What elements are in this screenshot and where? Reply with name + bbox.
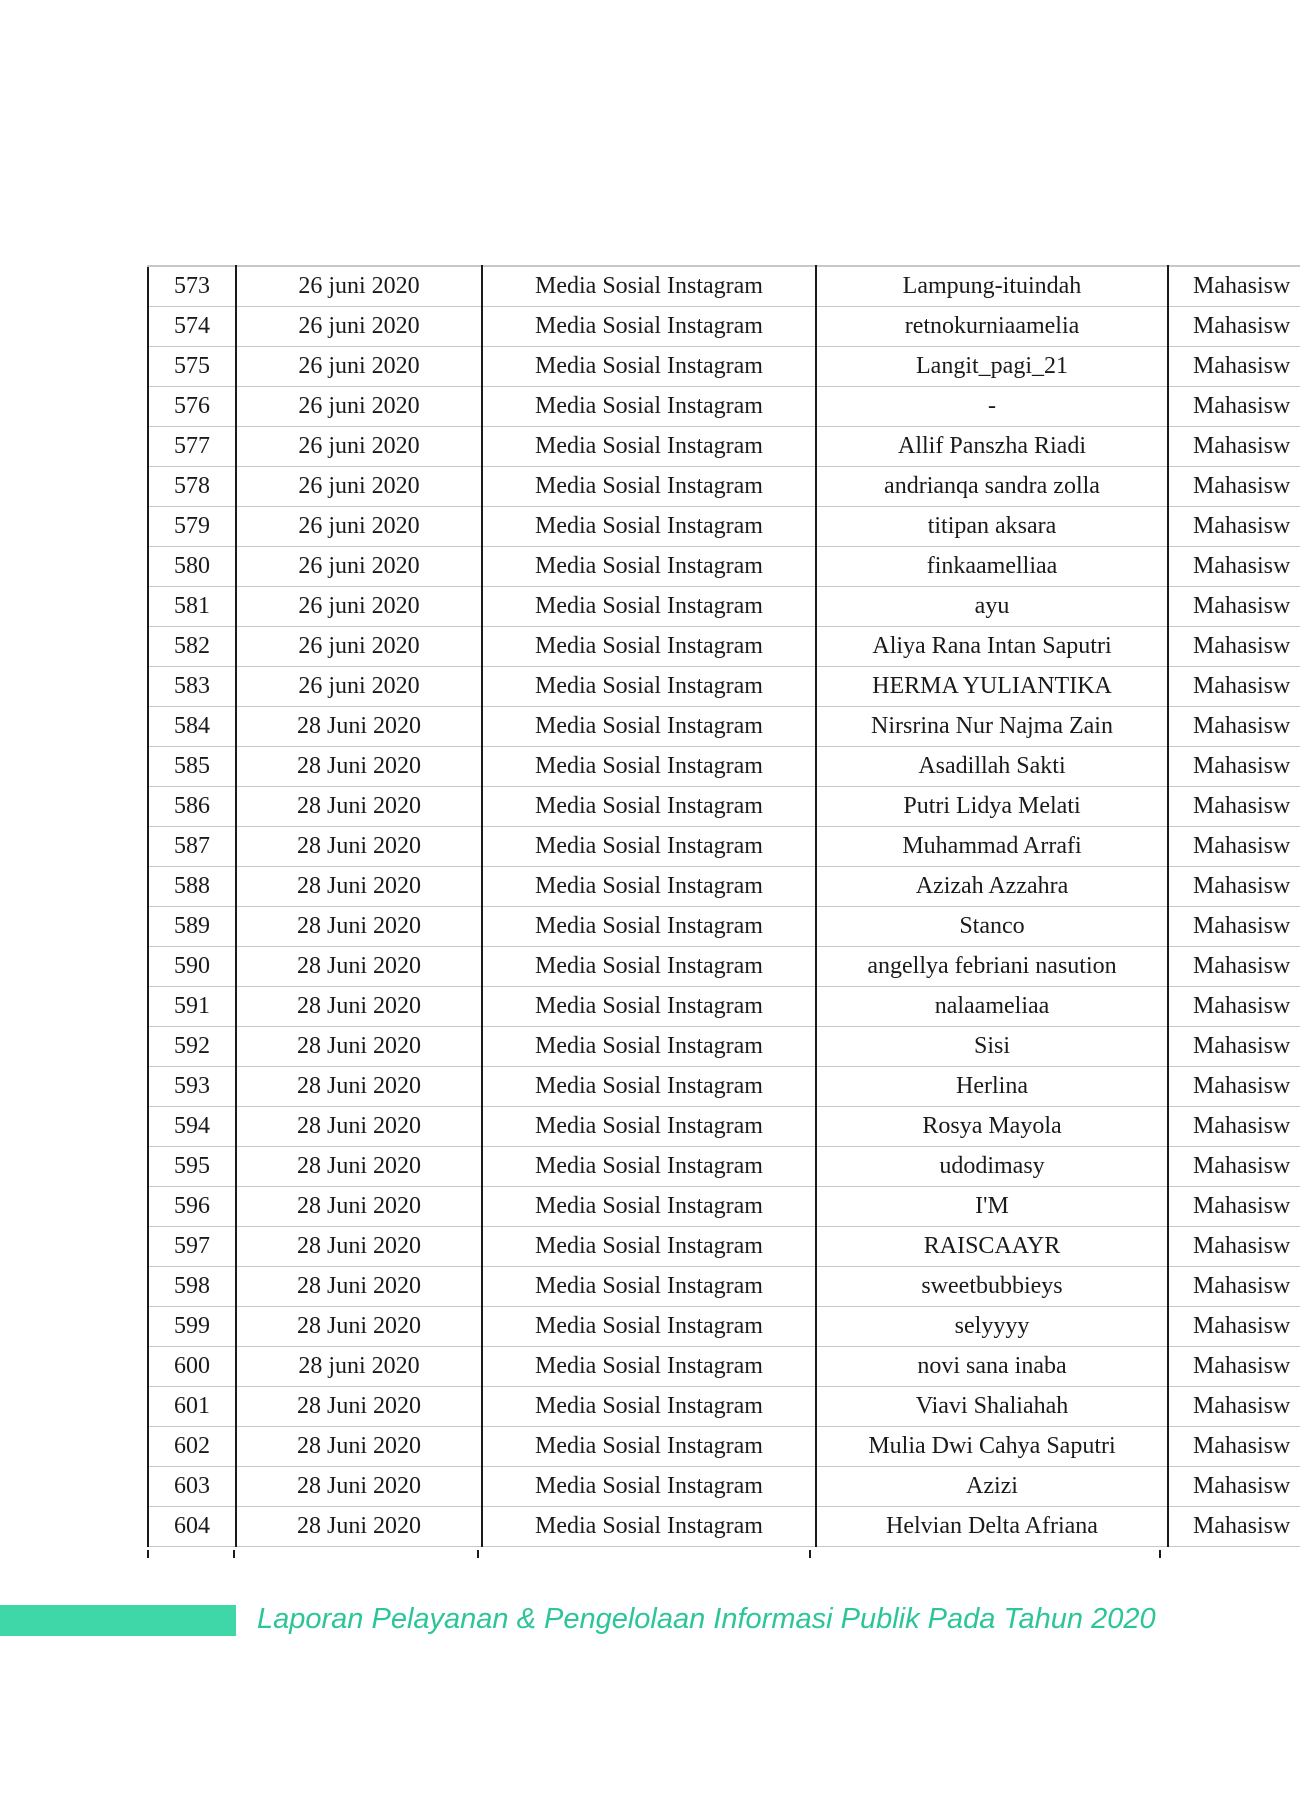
cell-status: Mahasisw (1168, 587, 1300, 627)
table-row (148, 1027, 1300, 1067)
cell-status: Mahasisw (1168, 827, 1300, 867)
table-row (148, 1387, 1300, 1427)
table-row (148, 1307, 1300, 1347)
table-row (148, 1347, 1300, 1387)
table-row (148, 667, 1300, 707)
cell-status: Mahasisw (1168, 547, 1300, 587)
cell-number: 584 (148, 707, 236, 747)
table-row (148, 787, 1300, 827)
cell-date: 28 Juni 2020 (236, 907, 482, 947)
cell-requester-name: Sisi (816, 1027, 1168, 1067)
cell-requester-name: finkaamelliaa (816, 547, 1168, 587)
cell-requester-name: Azizi (816, 1467, 1168, 1507)
cell-number: 578 (148, 467, 236, 507)
table-row (148, 387, 1300, 427)
cell-status: Mahasisw (1168, 467, 1300, 507)
cell-status: Mahasisw (1168, 266, 1300, 307)
cell-date: 26 juni 2020 (236, 667, 482, 707)
request-table-body (148, 266, 1300, 1547)
cell-number: 601 (148, 1387, 236, 1427)
cell-status: Mahasisw (1168, 1267, 1300, 1307)
cell-date: 26 juni 2020 (236, 427, 482, 467)
cell-status: Mahasisw (1168, 1387, 1300, 1427)
cell-date: 26 juni 2020 (236, 587, 482, 627)
cell-status: Mahasisw (1168, 1067, 1300, 1107)
cell-requester-name: Aliya Rana Intan Saputri (816, 627, 1168, 667)
cell-number: 580 (148, 547, 236, 587)
cell-status: Mahasisw (1168, 747, 1300, 787)
cell-media: Media Sosial Instagram (482, 307, 816, 347)
cell-date: 28 Juni 2020 (236, 1307, 482, 1347)
cell-number: 603 (148, 1467, 236, 1507)
cell-date: 28 Juni 2020 (236, 1227, 482, 1267)
table-row (148, 347, 1300, 387)
cell-date: 26 juni 2020 (236, 347, 482, 387)
cell-status: Mahasisw (1168, 507, 1300, 547)
cell-media: Media Sosial Instagram (482, 427, 816, 467)
footer-report-title: Laporan Pelayanan & Pengelolaan Informasi Publik Pada Tahun 2020 (257, 1603, 1156, 1635)
cell-requester-name: Azizah Azzahra (816, 867, 1168, 907)
cell-number: 598 (148, 1267, 236, 1307)
cell-date: 28 juni 2020 (236, 1347, 482, 1387)
column-divider (147, 1550, 149, 1558)
cell-requester-name: Herlina (816, 1067, 1168, 1107)
cell-requester-name: HERMA YULIANTIKA (816, 667, 1168, 707)
cell-media: Media Sosial Instagram (482, 787, 816, 827)
cell-number: 595 (148, 1147, 236, 1187)
table-row (148, 867, 1300, 907)
cell-number: 588 (148, 867, 236, 907)
cell-requester-name: Stanco (816, 907, 1168, 947)
table-row (148, 1147, 1300, 1187)
cell-number: 592 (148, 1027, 236, 1067)
cell-date: 28 Juni 2020 (236, 1467, 482, 1507)
footer-accent-bar (0, 1605, 236, 1636)
cell-media: Media Sosial Instagram (482, 987, 816, 1027)
cell-number: 579 (148, 507, 236, 547)
cell-date: 28 Juni 2020 (236, 1387, 482, 1427)
cell-media: Media Sosial Instagram (482, 1507, 816, 1547)
cell-requester-name: titipan aksara (816, 507, 1168, 547)
cell-number: 581 (148, 587, 236, 627)
cell-date: 28 Juni 2020 (236, 707, 482, 747)
table-row (148, 427, 1300, 467)
cell-media: Media Sosial Instagram (482, 467, 816, 507)
cell-status: Mahasisw (1168, 1347, 1300, 1387)
cell-date: 26 juni 2020 (236, 266, 482, 307)
cell-media: Media Sosial Instagram (482, 266, 816, 307)
cell-date: 26 juni 2020 (236, 547, 482, 587)
table-row (148, 627, 1300, 667)
cell-status: Mahasisw (1168, 707, 1300, 747)
cell-number: 600 (148, 1347, 236, 1387)
cell-requester-name: RAISCAAYR (816, 1227, 1168, 1267)
cell-requester-name: Putri Lidya Melati (816, 787, 1168, 827)
cell-media: Media Sosial Instagram (482, 507, 816, 547)
cell-number: 589 (148, 907, 236, 947)
cell-media: Media Sosial Instagram (482, 867, 816, 907)
table-row (148, 907, 1300, 947)
cell-status: Mahasisw (1168, 667, 1300, 707)
cell-status: Mahasisw (1168, 907, 1300, 947)
cell-number: 591 (148, 987, 236, 1027)
cell-date: 28 Juni 2020 (236, 1027, 482, 1067)
cell-media: Media Sosial Instagram (482, 627, 816, 667)
cell-date: 28 Juni 2020 (236, 787, 482, 827)
cell-status: Mahasisw (1168, 1027, 1300, 1067)
cell-status: Mahasisw (1168, 627, 1300, 667)
cell-media: Media Sosial Instagram (482, 1347, 816, 1387)
cell-media: Media Sosial Instagram (482, 747, 816, 787)
table-row (148, 1107, 1300, 1147)
cell-media: Media Sosial Instagram (482, 587, 816, 627)
cell-media: Media Sosial Instagram (482, 1067, 816, 1107)
column-divider (1159, 1550, 1161, 1558)
cell-requester-name: Rosya Mayola (816, 1107, 1168, 1147)
table-row (148, 1467, 1300, 1507)
cell-media: Media Sosial Instagram (482, 387, 816, 427)
cell-status: Mahasisw (1168, 1227, 1300, 1267)
cell-media: Media Sosial Instagram (482, 707, 816, 747)
request-table (147, 265, 1300, 1547)
cell-requester-name: angellya febriani nasution (816, 947, 1168, 987)
column-divider (477, 1550, 479, 1558)
cell-number: 597 (148, 1227, 236, 1267)
table-row (148, 266, 1300, 307)
cell-number: 586 (148, 787, 236, 827)
cell-media: Media Sosial Instagram (482, 1187, 816, 1227)
cell-requester-name: Langit_pagi_21 (816, 347, 1168, 387)
cell-number: 576 (148, 387, 236, 427)
cell-number: 573 (148, 266, 236, 307)
table-row (148, 987, 1300, 1027)
cell-date: 28 Juni 2020 (236, 827, 482, 867)
cell-number: 574 (148, 307, 236, 347)
column-divider (809, 1550, 811, 1558)
cell-requester-name: Muhammad Arrafi (816, 827, 1168, 867)
table-row (148, 507, 1300, 547)
cell-media: Media Sosial Instagram (482, 1147, 816, 1187)
table-row (148, 947, 1300, 987)
cell-media: Media Sosial Instagram (482, 547, 816, 587)
cell-requester-name: Nirsrina Nur Najma Zain (816, 707, 1168, 747)
cell-status: Mahasisw (1168, 427, 1300, 467)
cell-date: 28 Juni 2020 (236, 867, 482, 907)
cell-requester-name: - (816, 387, 1168, 427)
table-row (148, 827, 1300, 867)
cell-media: Media Sosial Instagram (482, 1307, 816, 1347)
cell-requester-name: I'M (816, 1187, 1168, 1227)
cell-status: Mahasisw (1168, 1507, 1300, 1547)
cell-date: 26 juni 2020 (236, 467, 482, 507)
table-continuation-lines (147, 1550, 1300, 1558)
cell-requester-name: udodimasy (816, 1147, 1168, 1187)
cell-media: Media Sosial Instagram (482, 667, 816, 707)
cell-number: 596 (148, 1187, 236, 1227)
cell-number: 604 (148, 1507, 236, 1547)
table-row (148, 707, 1300, 747)
cell-media: Media Sosial Instagram (482, 1227, 816, 1267)
cell-media: Media Sosial Instagram (482, 1027, 816, 1067)
cell-date: 28 Juni 2020 (236, 1507, 482, 1547)
table-row (148, 1227, 1300, 1267)
cell-status: Mahasisw (1168, 307, 1300, 347)
cell-date: 28 Juni 2020 (236, 1427, 482, 1467)
cell-media: Media Sosial Instagram (482, 1427, 816, 1467)
cell-requester-name: Lampung-ituindah (816, 266, 1168, 307)
cell-requester-name: Helvian Delta Afriana (816, 1507, 1168, 1547)
cell-date: 26 juni 2020 (236, 307, 482, 347)
cell-number: 587 (148, 827, 236, 867)
cell-date: 26 juni 2020 (236, 507, 482, 547)
table-row (148, 1187, 1300, 1227)
cell-number: 599 (148, 1307, 236, 1347)
cell-status: Mahasisw (1168, 867, 1300, 907)
cell-status: Mahasisw (1168, 1107, 1300, 1147)
table-row (148, 1267, 1300, 1307)
cell-requester-name: sweetbubbieys (816, 1267, 1168, 1307)
table-row (148, 547, 1300, 587)
cell-status: Mahasisw (1168, 347, 1300, 387)
table-row (148, 1427, 1300, 1467)
cell-date: 28 Juni 2020 (236, 1147, 482, 1187)
cell-status: Mahasisw (1168, 1187, 1300, 1227)
cell-status: Mahasisw (1168, 1147, 1300, 1187)
request-table-container (147, 265, 1300, 1556)
cell-date: 26 juni 2020 (236, 387, 482, 427)
cell-media: Media Sosial Instagram (482, 947, 816, 987)
cell-requester-name: nalaameliaa (816, 987, 1168, 1027)
cell-number: 577 (148, 427, 236, 467)
cell-date: 28 Juni 2020 (236, 1107, 482, 1147)
cell-date: 28 Juni 2020 (236, 947, 482, 987)
cell-number: 583 (148, 667, 236, 707)
cell-requester-name: Mulia Dwi Cahya Saputri (816, 1427, 1168, 1467)
cell-status: Mahasisw (1168, 987, 1300, 1027)
cell-media: Media Sosial Instagram (482, 1107, 816, 1147)
cell-number: 593 (148, 1067, 236, 1107)
cell-date: 28 Juni 2020 (236, 1067, 482, 1107)
column-divider (233, 1550, 235, 1558)
table-row (148, 1507, 1300, 1547)
cell-status: Mahasisw (1168, 1467, 1300, 1507)
cell-requester-name: Allif Panszha Riadi (816, 427, 1168, 467)
table-row (148, 587, 1300, 627)
cell-number: 575 (148, 347, 236, 387)
table-row (148, 1067, 1300, 1107)
cell-requester-name: retnokurniaamelia (816, 307, 1168, 347)
cell-media: Media Sosial Instagram (482, 907, 816, 947)
cell-date: 28 Juni 2020 (236, 987, 482, 1027)
cell-date: 28 Juni 2020 (236, 747, 482, 787)
cell-date: 26 juni 2020 (236, 627, 482, 667)
cell-number: 602 (148, 1427, 236, 1467)
cell-number: 582 (148, 627, 236, 667)
cell-status: Mahasisw (1168, 1427, 1300, 1467)
table-row (148, 307, 1300, 347)
cell-requester-name: ayu (816, 587, 1168, 627)
cell-media: Media Sosial Instagram (482, 827, 816, 867)
cell-media: Media Sosial Instagram (482, 1267, 816, 1307)
table-row (148, 467, 1300, 507)
cell-requester-name: Viavi Shaliahah (816, 1387, 1168, 1427)
cell-status: Mahasisw (1168, 947, 1300, 987)
table-row (148, 747, 1300, 787)
cell-media: Media Sosial Instagram (482, 1467, 816, 1507)
cell-number: 590 (148, 947, 236, 987)
cell-status: Mahasisw (1168, 787, 1300, 827)
cell-media: Media Sosial Instagram (482, 347, 816, 387)
cell-requester-name: Asadillah Sakti (816, 747, 1168, 787)
cell-date: 28 Juni 2020 (236, 1267, 482, 1307)
cell-number: 594 (148, 1107, 236, 1147)
cell-requester-name: andrianqa sandra zolla (816, 467, 1168, 507)
cell-status: Mahasisw (1168, 387, 1300, 427)
cell-requester-name: selyyyy (816, 1307, 1168, 1347)
cell-number: 585 (148, 747, 236, 787)
cell-requester-name: novi sana inaba (816, 1347, 1168, 1387)
cell-status: Mahasisw (1168, 1307, 1300, 1347)
cell-date: 28 Juni 2020 (236, 1187, 482, 1227)
cell-media: Media Sosial Instagram (482, 1387, 816, 1427)
